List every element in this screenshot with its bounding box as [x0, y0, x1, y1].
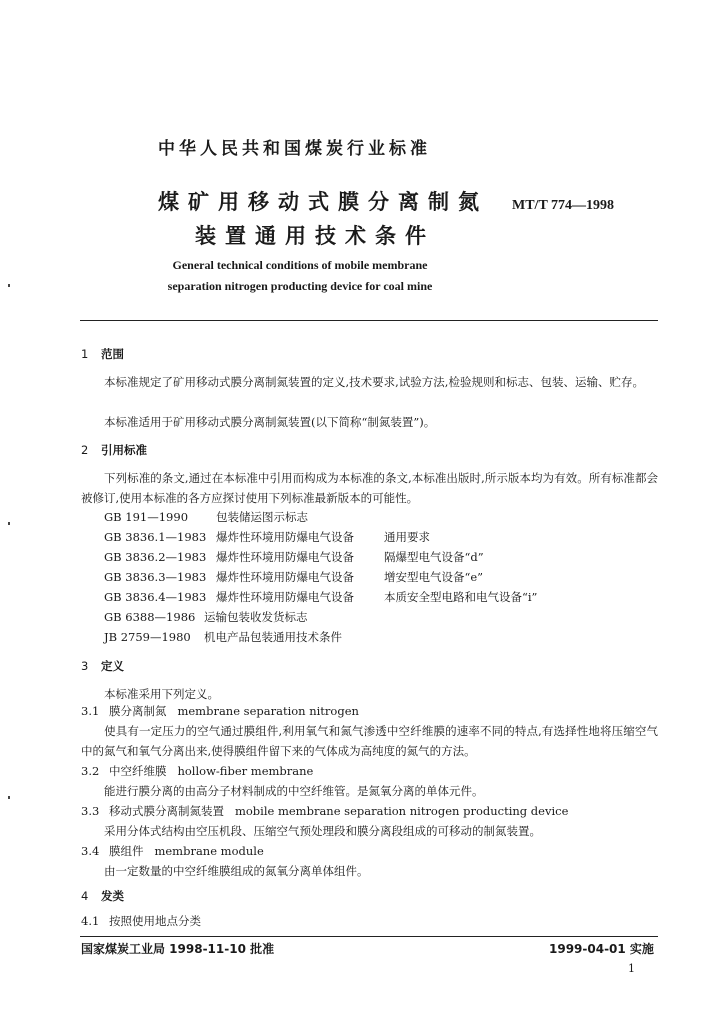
english-title-line2: separation nitrogen producting device for coal mine	[167, 279, 433, 293]
section1-paragraph1: 本标准规定了矿用移动式膜分离制氮装置的定义,技术要求,试验方法,检验规则和标志、包装、运输、贮存。	[104, 375, 644, 389]
standard-number: MT/T 774—1998	[512, 198, 615, 213]
chinese-title-line1: 煤矿用移动式膜分离制氮	[158, 190, 488, 214]
footer-divider	[80, 936, 658, 937]
section2-number: 2	[81, 443, 89, 457]
scan-speck	[8, 522, 10, 525]
section1-paragraph2: 本标准适用于矿用移动式膜分离制氮装置(以下简称“制氮装置”)。	[104, 415, 436, 429]
definition-description: 由一定数量的中空纤维膜组成的氮氧分离单体组件。	[104, 864, 369, 878]
section1-title: 范围	[101, 347, 124, 361]
section4-title: 发类	[101, 889, 124, 903]
definition-term: 3.1 膜分离制氮 membrane separation nitrogen	[81, 704, 359, 718]
header-divider	[80, 320, 658, 321]
definition-term: 3.3 移动式膜分离制氮装置 mobile membrane separation nitrogen producting device	[81, 804, 569, 818]
definition-term: 3.2 中空纤维膜 hollow-fiber membrane	[81, 764, 314, 778]
implementation-date: 1999-04-01 实施	[549, 942, 654, 956]
section4-heading	[81, 888, 124, 904]
approval-line: 国家煤炭工业局 1998-11-10 批准	[81, 942, 275, 956]
subsection-heading: 4.1 按照使用地点分类	[81, 914, 201, 928]
section3-intro: 本标准采用下列定义。	[104, 687, 219, 701]
english-title-line1: General technical conditions of mobile membrane	[172, 258, 428, 272]
reference-item: JB 2759—1980 机电产品包装通用技术条件	[104, 630, 342, 644]
section4-number: 4	[81, 889, 89, 903]
reference-item: GB 3836.4—1983 爆炸性环境用防爆电气设备 本质安全型电路和电气设备“i”	[104, 590, 538, 604]
page-number: 1	[628, 962, 635, 975]
reference-item: GB 3836.1—1983 爆炸性环境用防爆电气设备 通用要求	[104, 530, 430, 544]
section2-paragraph: 下列标准的条文,通过在本标准中引用而构成为本标准的条文,本标准出版时,所示版本均为有效。所有标准都会被修订,使用本标准的各方应探讨使用下列标准最新版本的可能性。	[81, 471, 658, 505]
reference-item: GB 6388—1986 运输包装收发货标志	[104, 610, 308, 624]
scan-speck	[8, 796, 10, 799]
section1-heading	[81, 346, 124, 362]
definition-description: 使具有一定压力的空气通过膜组件,利用氧气和氮气渗透中空纤维膜的速率不同的特点,有选择性地将压缩空气中的氮气和氧气分离出来,使得膜组件留下来的气体成为高纯度的氮气的方法。	[81, 724, 658, 758]
reference-item: GB 3836.2—1983 爆炸性环境用防爆电气设备 隔爆型电气设备“d”	[104, 550, 484, 564]
section3-heading	[81, 658, 124, 674]
definition-description: 采用分体式结构由空压机段、压缩空气预处理段和膜分离段组成的可移动的制氮装置。	[104, 824, 541, 838]
reference-item: GB 3836.3—1983 爆炸性环境用防爆电气设备 增安型电气设备“e”	[104, 570, 484, 584]
scan-speck	[8, 284, 10, 287]
definition-term: 3.4 膜组件 membrane module	[81, 844, 264, 858]
reference-item: GB 191—1990 包装储运图示标志	[104, 510, 308, 524]
industry-standard-heading: 中华人民共和国煤炭行业标准	[158, 139, 431, 159]
definition-description: 能进行膜分离的由高分子材料制成的中空纤维管。是氮氧分离的单体元件。	[104, 784, 484, 798]
section3-title: 定义	[101, 659, 124, 673]
section2-title: 引用标准	[101, 443, 147, 457]
section1-number: 1	[81, 347, 89, 361]
section3-number: 3	[81, 659, 89, 673]
chinese-title-line2: 装置通用技术条件	[195, 224, 435, 248]
section2-heading	[81, 442, 147, 458]
